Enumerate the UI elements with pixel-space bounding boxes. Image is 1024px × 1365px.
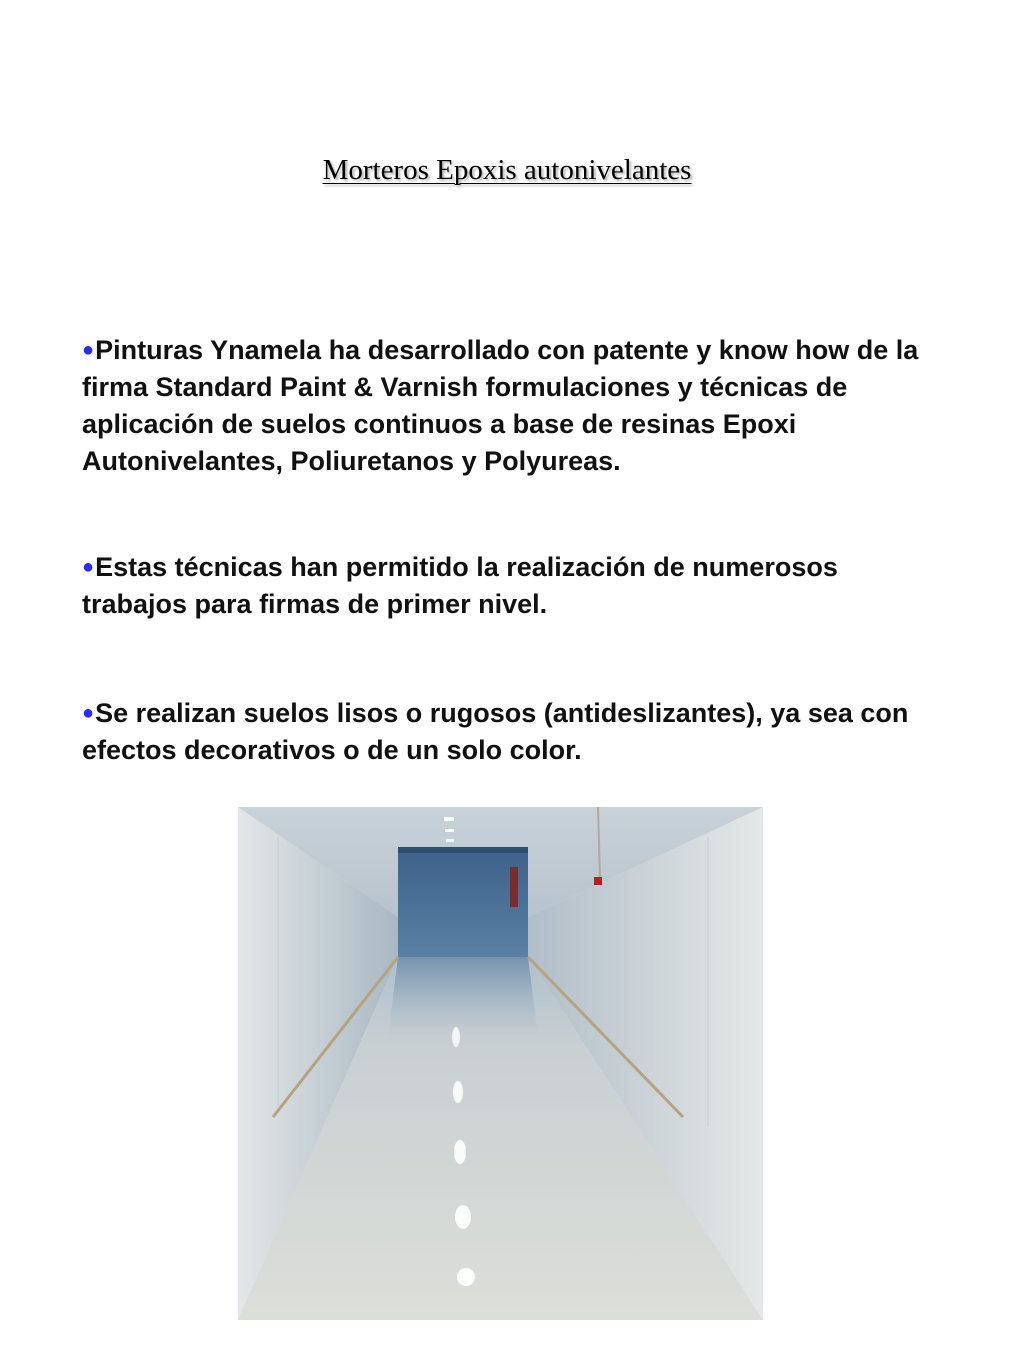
bullet-text: Se realizan suelos lisos o rugosos (antideslizantes), ya sea con efectos decorativos o de un solo color. [82, 698, 909, 765]
page-title: Morteros Epoxis autonivelantes [322, 154, 692, 186]
bullet-item [82, 695, 932, 769]
bullet-text: Estas técnicas han permitido la realización de numerosos trabajos para firmas de primer nivel. [82, 552, 838, 619]
bullet-item [82, 549, 932, 623]
bullet-dot-icon: ● [82, 556, 95, 578]
bullet-text: Pinturas Ynamela ha desarrollado con patente y know how de la firma Standard Paint & Varnish formulaciones y técnicas de aplicación de suelos continuos a base de resinas Epoxi Autonivelantes, Poliuretanos y Polyureas. [82, 335, 919, 476]
bullet-dot-icon: ● [82, 702, 95, 724]
corridor-photo [238, 807, 763, 1320]
corridor-illustration [238, 807, 763, 1320]
bullet-dot-icon: ● [82, 339, 95, 361]
bullet-item [82, 332, 932, 480]
